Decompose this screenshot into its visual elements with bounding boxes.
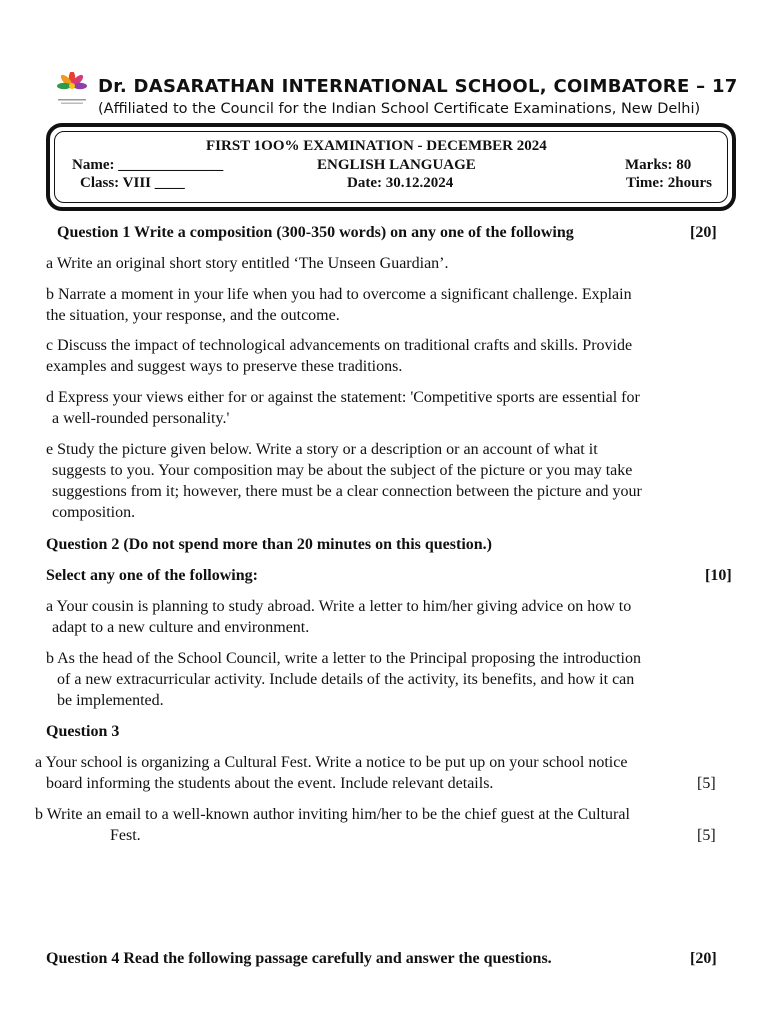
class-field: Class: VIII ____ <box>80 175 185 191</box>
question-1-marks: [20] <box>690 224 717 241</box>
name-field: Name: ______________ <box>72 157 224 173</box>
q2-option-b-line1: b As the head of the School Council, write a letter to the Principal proposing the introduction <box>46 650 641 667</box>
exam-duration: Time: 2hours <box>626 175 712 191</box>
exam-title: FIRST 1OO% EXAMINATION - DECEMBER 2024 <box>206 138 547 154</box>
total-marks: Marks: 80 <box>625 157 692 173</box>
q1-option-a: a Write an original short story entitled ‘The Unseen Guardian’. <box>46 255 449 272</box>
q3-option-b-line1: b Write an email to a well-known author inviting him/her to be the chief guest at the Cultural <box>35 806 630 823</box>
q3-option-a-line2: board informing the students about the event. Include relevant details. <box>46 775 494 792</box>
question-2-instruction: Select any one of the following: <box>46 567 258 584</box>
question-4-heading: Question 4 Read the following passage carefully and answer the questions. <box>46 950 552 967</box>
q3-option-a-line1: a Your school is organizing a Cultural Fest. Write a notice to be put up on your school notice <box>35 754 628 771</box>
question-1-heading: Question 1 Write a composition (300-350 words) on any one of the following <box>57 224 574 241</box>
question-4-marks: [20] <box>690 950 717 967</box>
q1-option-b-line1: b Narrate a moment in your life when you had to overcome a significant challenge. Explain <box>46 286 632 303</box>
school-name: Dr. DASARATHAN INTERNATIONAL SCHOOL, COIMBATORE – 17 <box>98 76 738 97</box>
question-2-marks: [10] <box>705 567 732 584</box>
q2-option-a-line1: a Your cousin is planning to study abroad. Write a letter to him/her giving advice on how to <box>46 598 632 615</box>
affiliation-line: (Affiliated to the Council for the Indian School Certificate Examinations, New Delhi) <box>98 101 701 117</box>
q2-option-b-line2: of a new extracurricular activity. Include details of the activity, its benefits, and how it can <box>57 671 635 688</box>
exam-date: Date: 30.12.2024 <box>347 175 454 191</box>
subject: ENGLISH LANGUAGE <box>317 157 476 173</box>
q3-option-b-line2: Fest. <box>110 827 141 844</box>
q1-option-b-line2: the situation, your response, and the outcome. <box>46 307 340 324</box>
question-3-heading: Question 3 <box>46 723 120 740</box>
q1-option-e-line2: suggests to you. Your composition may be about the subject of the picture or you may take <box>52 462 633 479</box>
q1-option-e-line3: suggestions from it; however, there must be a clear connection between the picture and your <box>52 483 642 500</box>
q3-option-a-marks: [5] <box>697 775 716 792</box>
school-logo <box>52 72 92 106</box>
q1-option-d-line1: d Express your views either for or against the statement: 'Competitive sports are essential for <box>46 389 640 406</box>
q1-option-e-line1: e Study the picture given below. Write a story or a description or an account of what it <box>46 441 598 458</box>
q3-option-b-marks: [5] <box>697 827 716 844</box>
q1-option-c-line1: c Discuss the impact of technological advancements on traditional crafts and skills. Provide <box>46 337 633 354</box>
q2-option-b-line3: be implemented. <box>57 692 164 709</box>
q1-option-d-line2: a well-rounded personality.' <box>52 410 230 427</box>
q1-option-c-line2: examples and suggest ways to preserve these traditions. <box>46 358 403 375</box>
q1-option-e-line4: composition. <box>52 504 136 521</box>
q2-option-a-line2: adapt to a new culture and environment. <box>52 619 310 636</box>
question-2-heading: Question 2 (Do not spend more than 20 minutes on this question.) <box>46 536 492 553</box>
